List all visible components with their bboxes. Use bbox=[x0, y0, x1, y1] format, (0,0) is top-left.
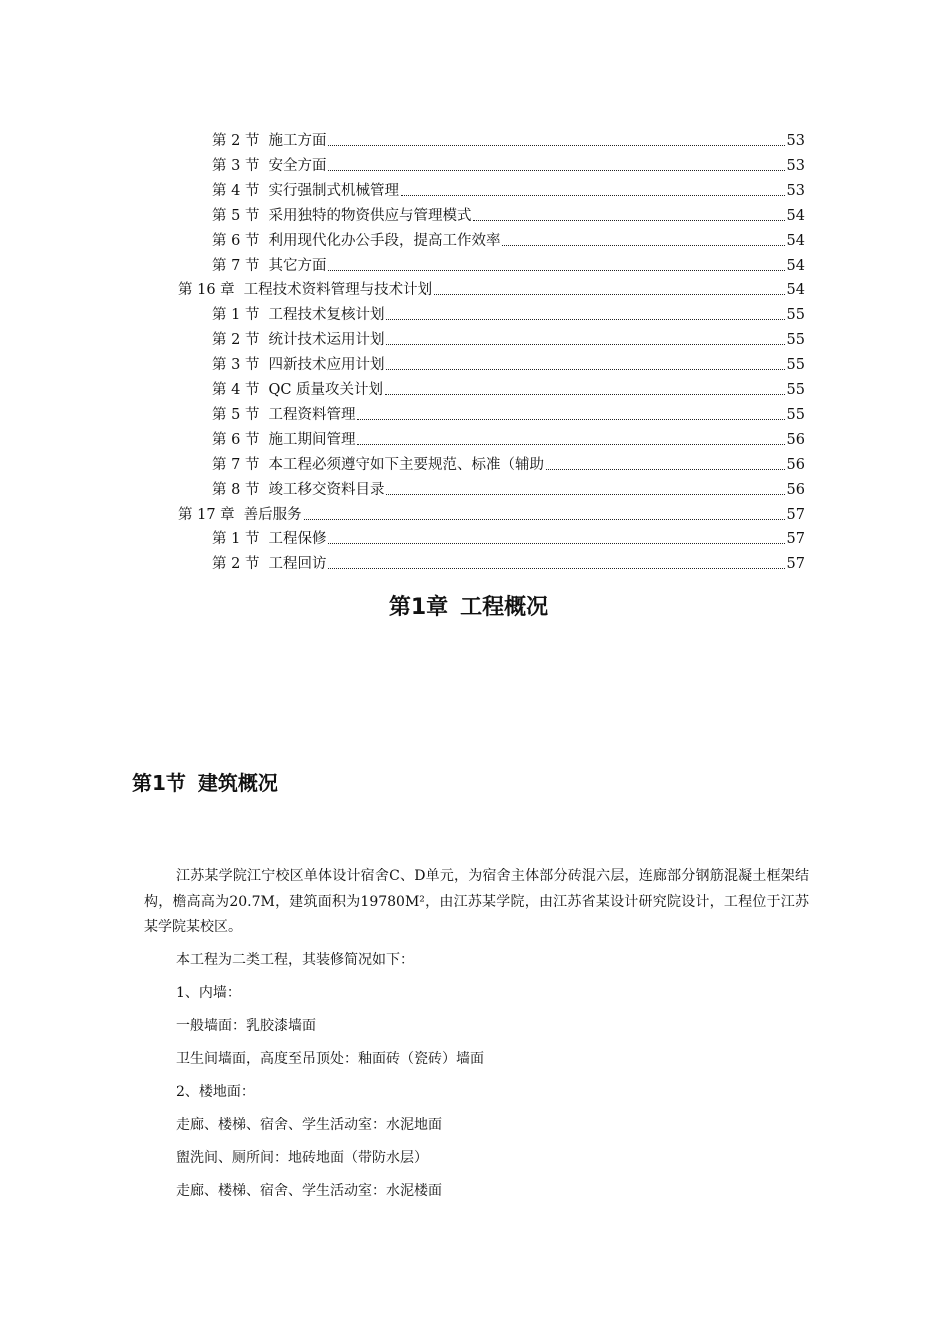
toc-entry-page: 55 bbox=[786, 382, 805, 398]
toc-entry-title: 施工期间管理 bbox=[268, 431, 356, 448]
toc-entry-label bbox=[212, 131, 326, 151]
section-number: 第1节 bbox=[132, 771, 186, 795]
toc-entry-number: 第 16 章 bbox=[178, 282, 235, 299]
toc-entry-section[interactable] bbox=[212, 425, 805, 450]
body-line: 走廊、楼梯、宿舍、学生活动室：水泥地面 bbox=[176, 1117, 442, 1133]
toc-entry-title: 四新技术应用计划 bbox=[268, 357, 385, 374]
toc-entry-title: 善后服务 bbox=[243, 506, 302, 523]
toc-entry-label bbox=[212, 256, 326, 276]
toc-entry-page: 55 bbox=[786, 307, 805, 324]
toc-entry-number: 第 5 节 bbox=[212, 207, 260, 224]
toc-entry-section[interactable] bbox=[212, 524, 805, 549]
toc-entry-page: 53 bbox=[786, 157, 805, 174]
toc-entry-label bbox=[212, 405, 355, 425]
toc-entry-page: 55 bbox=[786, 406, 805, 423]
toc-entry-section[interactable] bbox=[212, 251, 805, 276]
toc-dot-leader bbox=[473, 220, 784, 221]
toc-entry-section[interactable] bbox=[212, 375, 805, 400]
overview-paragraph: 江苏某学院江宁校区单体设计宿舍C、D单元，为宿舍主体部分砖混六层，连廊部分钢筋混凝土框架结构，檐高高为20.7M，建筑面积为19780M²，由江苏某学院，由江苏省某设计研究院设计，工程位于江苏某学院某校区。 bbox=[144, 868, 809, 935]
toc-entry-section[interactable] bbox=[212, 126, 805, 151]
toc-entry-page: 54 bbox=[786, 282, 805, 299]
toc-entry-section[interactable] bbox=[212, 325, 805, 350]
body-line: 本工程为二类工程，其装修简况如下： bbox=[176, 952, 414, 968]
body-line: 卫生间墙面，高度至吊顶处：釉面砖（瓷砖）墙面 bbox=[176, 1051, 484, 1067]
toc-entry-section[interactable] bbox=[212, 226, 805, 251]
toc-entry-number: 第 7 节 bbox=[212, 456, 260, 473]
toc-entry-title: 工程资料管理 bbox=[268, 406, 356, 423]
toc-dot-leader bbox=[328, 145, 784, 146]
section-title: 建筑概况 bbox=[197, 771, 278, 795]
toc-entry-number: 第 3 节 bbox=[212, 157, 260, 174]
toc-entry-section[interactable] bbox=[212, 300, 805, 325]
toc-entry-chapter[interactable] bbox=[178, 275, 805, 300]
toc-entry-number: 第 2 节 bbox=[212, 556, 260, 573]
toc-dot-leader bbox=[386, 494, 784, 495]
toc-entry-section[interactable] bbox=[212, 549, 805, 574]
toc-dot-leader bbox=[304, 519, 785, 520]
toc-dot-leader bbox=[328, 543, 784, 544]
toc-entry-section[interactable] bbox=[212, 450, 805, 475]
toc-entry-page: 57 bbox=[786, 506, 805, 523]
toc-entry-label bbox=[212, 554, 326, 574]
toc-entry-page: 56 bbox=[786, 481, 805, 498]
toc-entry-page: 57 bbox=[786, 556, 805, 573]
toc-dot-leader bbox=[434, 294, 784, 295]
toc-entry-title: 利用现代化办公手段，提高工作效率 bbox=[268, 232, 501, 249]
toc-entry-title: 竣工移交资料目录 bbox=[268, 481, 385, 498]
toc-entry-title: 统计技术运用计划 bbox=[268, 332, 385, 349]
toc-entry-page: 55 bbox=[786, 357, 805, 374]
toc-entry-section[interactable] bbox=[212, 350, 805, 375]
toc-entry-number: 第 7 节 bbox=[212, 257, 260, 274]
toc-entry-label bbox=[212, 181, 399, 201]
toc-dot-leader bbox=[502, 245, 784, 246]
toc-entry-number: 第 2 节 bbox=[212, 332, 260, 349]
toc-entry-number: 第 6 节 bbox=[212, 431, 260, 448]
toc-entry-page: 54 bbox=[786, 257, 805, 274]
toc-dot-leader bbox=[328, 170, 784, 171]
toc-entry-label bbox=[212, 380, 383, 400]
toc-entry-page: 55 bbox=[786, 332, 805, 349]
toc-dot-leader bbox=[357, 419, 784, 420]
toc-dot-leader bbox=[386, 319, 784, 320]
toc-dot-leader bbox=[401, 195, 785, 196]
toc-entry-number: 第 4 节 bbox=[212, 182, 260, 199]
toc-entry-title: 施工方面 bbox=[268, 133, 327, 149]
toc-entry-label bbox=[212, 305, 384, 325]
toc-entry-title: 安全方面 bbox=[268, 157, 327, 174]
toc-entry-section[interactable] bbox=[212, 151, 805, 176]
toc-entry-number: 第 1 节 bbox=[212, 531, 260, 548]
body-line: 一般墙面：乳胶漆墙面 bbox=[176, 1018, 316, 1034]
toc-dot-leader bbox=[385, 394, 785, 395]
toc-entry-title: 其它方面 bbox=[268, 257, 327, 274]
chapter-title: 工程概况 bbox=[460, 595, 549, 620]
toc-entry-number: 第 6 节 bbox=[212, 232, 260, 249]
body-line: 2、楼地面： bbox=[176, 1084, 255, 1100]
toc-entry-label bbox=[212, 529, 326, 549]
toc-entry-section[interactable] bbox=[212, 176, 805, 201]
toc-entry-page: 56 bbox=[786, 431, 805, 448]
toc-entry-label bbox=[212, 156, 326, 176]
toc-entry-number: 第 4 节 bbox=[212, 382, 260, 398]
toc-entry-label bbox=[212, 355, 384, 375]
toc-dot-leader bbox=[357, 444, 784, 445]
toc-entry-section[interactable] bbox=[212, 475, 805, 500]
toc-entry-label bbox=[212, 430, 355, 450]
toc-entry-number: 第 5 节 bbox=[212, 406, 260, 423]
toc-entry-section[interactable] bbox=[212, 400, 805, 425]
body-line: 走廊、楼梯、宿舍、学生活动室：水泥楼面 bbox=[176, 1183, 442, 1199]
toc-entry-section[interactable] bbox=[212, 201, 805, 226]
toc-entry-label bbox=[212, 231, 500, 251]
toc-entry-title: QC 质量攻关计划 bbox=[268, 382, 384, 398]
toc-entry-title: 实行强制式机械管理 bbox=[268, 182, 399, 199]
toc-entry-page: 53 bbox=[786, 133, 805, 149]
toc-entry-title: 本工程必须遵守如下主要规范、标准（辅助 bbox=[268, 456, 544, 473]
toc-entry-label bbox=[212, 330, 384, 350]
toc-entry-page: 57 bbox=[786, 531, 805, 548]
toc-entry-number: 第 3 节 bbox=[212, 357, 260, 374]
toc-entry-number: 第 8 节 bbox=[212, 481, 260, 498]
toc-dot-leader bbox=[546, 469, 785, 470]
toc-dot-leader bbox=[328, 568, 784, 569]
body-line: 盥洗间、厕所间：地砖地面（带防水层） bbox=[176, 1150, 428, 1166]
toc-entry-page: 56 bbox=[786, 456, 805, 473]
toc-entry-label bbox=[212, 206, 471, 226]
toc-entry-title: 工程回访 bbox=[268, 556, 327, 573]
toc-dot-leader bbox=[386, 344, 784, 345]
toc-entry-title: 工程保修 bbox=[268, 531, 327, 548]
toc-entry-page: 54 bbox=[786, 207, 805, 224]
toc-entry-number: 第 17 章 bbox=[178, 506, 235, 523]
chapter-number: 第1章 bbox=[388, 595, 449, 620]
toc-entry-label bbox=[212, 480, 384, 500]
toc-dot-leader bbox=[386, 369, 784, 370]
toc-entry-page: 53 bbox=[786, 182, 805, 199]
toc-entry-chapter[interactable] bbox=[178, 500, 805, 525]
toc-entry-title: 工程技术资料管理与技术计划 bbox=[243, 282, 433, 299]
body-line: 1、内墙： bbox=[176, 985, 241, 1001]
toc-entry-title: 工程技术复核计划 bbox=[268, 307, 385, 324]
toc-entry-page: 54 bbox=[786, 232, 805, 249]
toc-entry-label bbox=[178, 280, 432, 300]
toc-entry-number: 第 1 节 bbox=[212, 307, 260, 324]
section-heading bbox=[132, 768, 278, 798]
toc-entry-label bbox=[212, 455, 544, 475]
toc-entry-number: 第 2 节 bbox=[212, 133, 260, 149]
toc-entry-label bbox=[178, 505, 302, 525]
chapter-heading bbox=[0, 592, 937, 624]
toc-dot-leader bbox=[328, 270, 784, 271]
toc-entry-title: 采用独特的物资供应与管理模式 bbox=[268, 207, 472, 224]
